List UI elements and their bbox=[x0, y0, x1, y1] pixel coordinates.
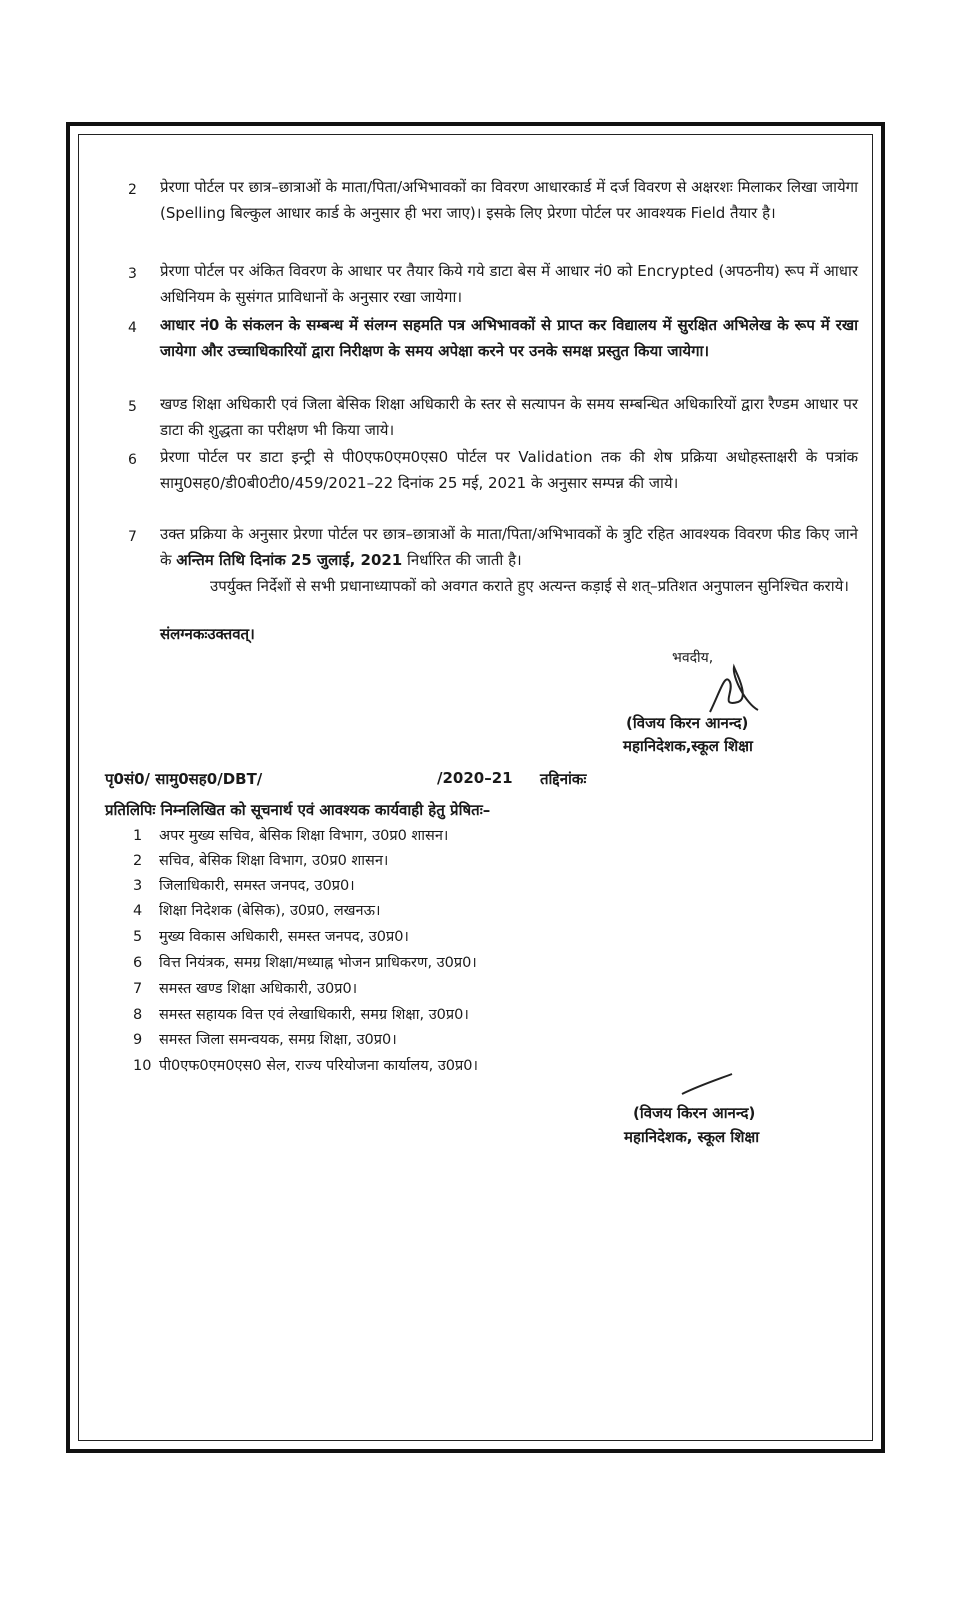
list-item: 4 शिक्षा निदेशक (बेसिक), उ0प्र0, लखनऊ। bbox=[133, 903, 381, 919]
signatory-name-2: (विजय किरन आनन्द) bbox=[633, 1104, 756, 1122]
reference-year: /2020–21 bbox=[437, 769, 513, 787]
point-number: 3 bbox=[128, 266, 137, 282]
closing-paragraph: उपर्युक्त निर्देशों से सभी प्रधानाध्यापकों को अवगत कराते हुए अत्यन्त कड़ाई से शत्–प्रतिशत अनुपालन सुनिश्चित कराये। bbox=[210, 577, 849, 595]
point-7-text-before: उक्त प्रक्रिया के अनुसार प्रेरणा पोर्टल पर छात्र–छात्राओं के माता/पिता/अभिभावकों के त्रुटि रहित आवश्यक विवरण फीड किए जाने के bbox=[160, 525, 858, 569]
list-item: 5 मुख्य विकास अधिकारी, समस्त जनपद, उ0प्र0। bbox=[133, 929, 409, 945]
salutation: भवदीय, bbox=[672, 650, 714, 666]
signature-stroke bbox=[678, 1070, 738, 1100]
signatory-designation-2: महानिदेशक, स्कूल शिक्षा bbox=[624, 1128, 760, 1146]
list-item: 7 समस्त खण्ड शिक्षा अधिकारी, उ0प्र0। bbox=[133, 981, 358, 997]
list-item: 3 जिलाधिकारी, समस्त जनपद, उ0प्र0। bbox=[133, 878, 355, 894]
point-3-text: प्रेरणा पोर्टल पर अंकित विवरण के आधार पर तैयार किये गये डाटा बेस में आधार नं0 को Encrypted (अपठनीय) रूप में आधार अधिनियम के सुसंगत प्राविधानों के अनुसार रखा जायेगा। bbox=[160, 262, 858, 306]
list-item: 2 सचिव, बेसिक शिक्षा विभाग, उ0प्र0 शासन। bbox=[133, 853, 389, 869]
deadline-date: अन्तिम तिथि दिनांक 25 जुलाई, 2021 bbox=[176, 551, 403, 569]
list-item: 8 समस्त सहायक वित्त एवं लेखाधिकारी, समग्र शिक्षा, उ0प्र0। bbox=[133, 1007, 469, 1023]
point-number: 7 bbox=[128, 529, 137, 545]
point-7-text-after: निर्धारित की जाती है। bbox=[402, 551, 522, 569]
point-6-text: प्रेरणा पोर्टल पर डाटा इन्ट्री से पी0एफ0एम0एस0 पोर्टल पर Validation तक की शेष प्रक्रिया अधोहस्ताक्षरी के पत्रांक सामु0सह0/डी0बी0टी0/459/2021–22 दिनांक 25 मई, 2021 के अनुसार सम्पन्न की जाये। bbox=[160, 448, 858, 492]
reference-date-label: तद्दिनांकः bbox=[540, 770, 587, 788]
list-item: 9 समस्त जिला समन्वयक, समग्र शिक्षा, उ0प्र0। bbox=[133, 1032, 397, 1048]
signatory-designation: महानिदेशक,स्कूल शिक्षा bbox=[623, 737, 753, 755]
reference-number: पृ0सं0/ सामु0सह0/DBT/ bbox=[105, 770, 263, 788]
point-number: 2 bbox=[128, 182, 137, 198]
list-item: 10 पी0एफ0एम0एस0 सेल, राज्य परियोजना कार्यालय, उ0प्र0। bbox=[133, 1058, 478, 1074]
enclosure-note: संलग्नकःउक्तवत्। bbox=[160, 625, 255, 643]
point-4-text: आधार नं0 के संकलन के सम्बन्ध में संलग्न सहमति पत्र अभिभावकों से प्राप्त कर विद्यालय में सुरक्षित अभिलेख के रूप में रखा जायेगा और उच्चाधिकारियों द्वारा निरीक्षण के समय अपेक्षा करने पर उनके समक्ष प्रस्तुत किया जायेगा। bbox=[160, 316, 858, 360]
point-number: 5 bbox=[128, 399, 137, 415]
copy-heading: प्रतिलिपिः निम्नलिखित को सूचनार्थ एवं आवश्यक कार्यवाही हेतु प्रेषितः– bbox=[105, 801, 491, 819]
list-item: 1 अपर मुख्य सचिव, बेसिक शिक्षा विभाग, उ0प्र0 शासन। bbox=[133, 828, 449, 844]
point-7-text bbox=[160, 521, 858, 573]
point-number: 6 bbox=[128, 452, 137, 468]
point-number: 4 bbox=[128, 320, 137, 336]
list-item: 6 वित्त नियंत्रक, समग्र शिक्षा/मध्याह्न भोजन प्राधिकरण, उ0प्र0। bbox=[133, 955, 477, 971]
signatory-name: (विजय किरन आनन्द) bbox=[626, 714, 749, 732]
point-5-text: खण्ड शिक्षा अधिकारी एवं जिला बेसिक शिक्षा अधिकारी के स्तर से सत्यापन के समय सम्बन्धित अधिकारियों द्वारा रैण्डम आधार पर डाटा की शुद्धता का परीक्षण भी किया जाये। bbox=[160, 395, 858, 439]
point-2-text: प्रेरणा पोर्टल पर छात्र–छात्राओं के माता/पिता/अभिभावकों का विवरण आधारकार्ड में दर्ज विवरण से अक्षरशः मिलाकर लिखा जायेगा (Spelling बिल्कुल आधार कार्ड के अनुसार ही भरा जाए)। इसके लिए प्रेरणा पोर्टल पर आवश्यक Field तैयार है। bbox=[160, 178, 858, 222]
